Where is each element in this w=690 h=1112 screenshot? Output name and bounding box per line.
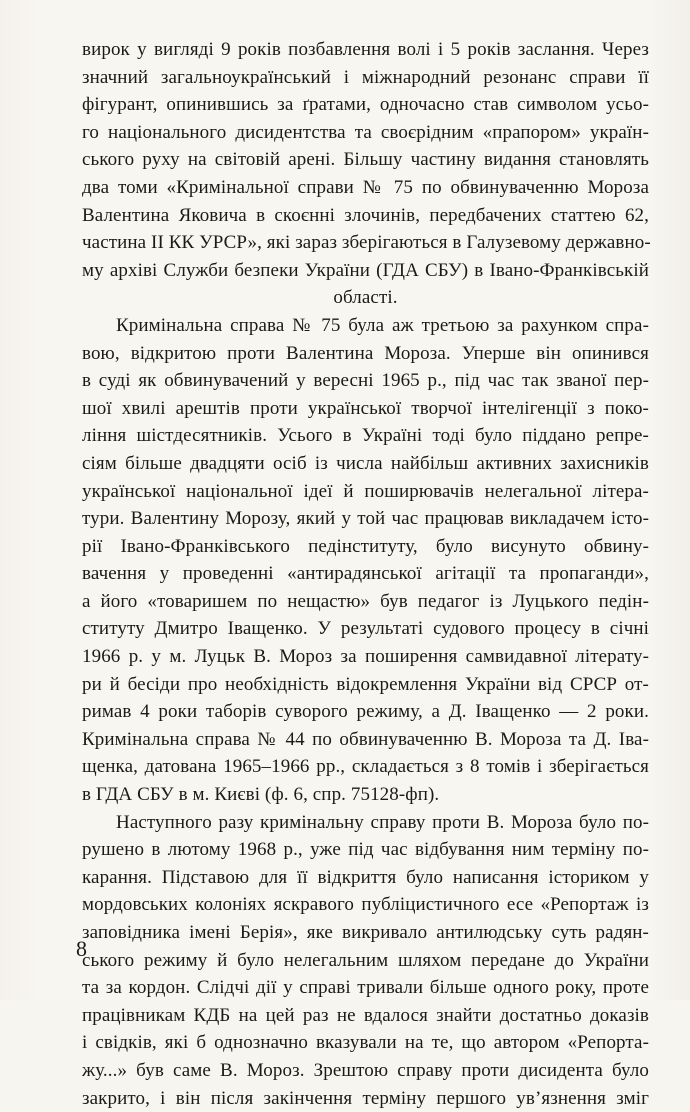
text-line: вачення у проведенні «антирадянської агітації та пропаганди»,: [82, 563, 649, 585]
text-line: області.: [333, 287, 398, 309]
body-text: [82, 36, 649, 1112]
paragraph-start-line: Наступного разу кримінальну справу проти В. Мороза було по-: [116, 811, 649, 833]
text-line: Валентина Яковича в скоєнні злочинів, передбачених статтею 62,: [82, 204, 649, 226]
text-line: жу...» був саме В. Мороз. Зрештою справу проти дисидента було: [82, 1059, 649, 1081]
text-line: в суді як обвинувачений у вересні 1965 р., під час так званої пер-: [82, 370, 649, 392]
text-line: закрито, і він після закінчення терміну першого ув’язнення зміг: [82, 1087, 649, 1109]
text-line: Кримінальна справа № 44 по обвинуваченню В. Мороза та Д. Іва-: [82, 728, 649, 750]
text-line: значний загальноукраїнський і міжнародний резонанс справи її: [82, 66, 649, 88]
text-line: вирок у вигляді 9 років позбавлення волі і 5 років заслання. Через: [82, 39, 649, 60]
text-line: римав 4 роки таборів суворого режиму, а Д. Іващенко — 2 роки.: [82, 701, 649, 723]
text-line: шої хвилі арештів проти української творчої інтелігенції з поко-: [82, 397, 649, 419]
text-line: карання. Підставою для її відкриття було написання істориком у: [82, 866, 649, 888]
text-line: ського режиму й було нелегальним шляхом передане до України: [82, 949, 649, 971]
text-line: го національного дисидентства та своєрідним «прапором» україн-: [82, 121, 649, 143]
text-line: в ГДА СБУ в м. Києві (ф. 6, спр. 75128-фп).: [82, 784, 440, 806]
text-line: ституту Дмитро Іващенко. У результаті судового процесу в січні: [82, 618, 649, 640]
text-line: два томи «Кримінальної справи № 75 по обвинуваченню Мороза: [82, 176, 649, 198]
text-line: сіям більше двадцяти осіб із числа найбільш активних захисників: [82, 452, 649, 474]
text-line: рушено в лютому 1968 р., уже під час відбування ним терміну по-: [82, 839, 649, 861]
text-line: а його «товаришем по нещастю» був педагог із Луцького педін-: [82, 590, 649, 612]
text-line: щенка, датована 1965–1966 рр., складається з 8 томів і зберігається: [82, 756, 649, 778]
text-line: заповідника імені Берія», яке викривало антилюдську суть радян-: [82, 922, 649, 943]
text-line: частина ІІ КК УРСР», які зараз зберігаються в Галузевому державно-: [82, 232, 651, 254]
text-line: фігурант, опинившись за ґратами, одночасно став символом усьо-: [82, 94, 649, 116]
text-line: 1966 р. у м. Луцьк В. Мороз за поширення самвидавної літерату-: [82, 646, 649, 668]
text-line: рії Івано-Франківського педінституту, було висунуто обвину-: [82, 535, 649, 557]
page-number: 8: [76, 936, 87, 961]
text-line: і свідків, які б однозначно вказували на те, що автором «Репорта-: [82, 1032, 649, 1054]
text-line: тури. Валентину Морозу, який у той час працював викладачем істо-: [82, 508, 649, 530]
text-line: української національної ідеї й поширювачів нелегальної літера-: [82, 480, 649, 502]
text-line: ління шістдесятників. Усього в Україні тоді було піддано репре-: [82, 425, 649, 447]
text-line: му архіві Служби безпеки України (ГДА СБУ) в Івано-Франківській: [82, 259, 649, 281]
paragraph-start-line: Кримінальна справа № 75 була аж третьою за рахунком спра-: [116, 314, 649, 336]
text-line: мордовських колоніях яскравого публіцистичного есе «Репортаж із: [82, 894, 649, 916]
text-line: ського руху на світовій арені. Більшу частину видання становлять: [82, 149, 649, 171]
text-line: ри й бесіди про необхідність відокремлення України від СРСР от-: [82, 673, 649, 695]
text-line: працівникам КДБ на цей раз не вдалося знайти достатньо доказів: [82, 1004, 649, 1026]
text-line: вою, відкритою проти Валентина Мороза. Уперше він опинився: [82, 342, 649, 364]
text-line: та за кордон. Слідчі дії у справі тривали більше одного року, проте: [82, 977, 649, 999]
